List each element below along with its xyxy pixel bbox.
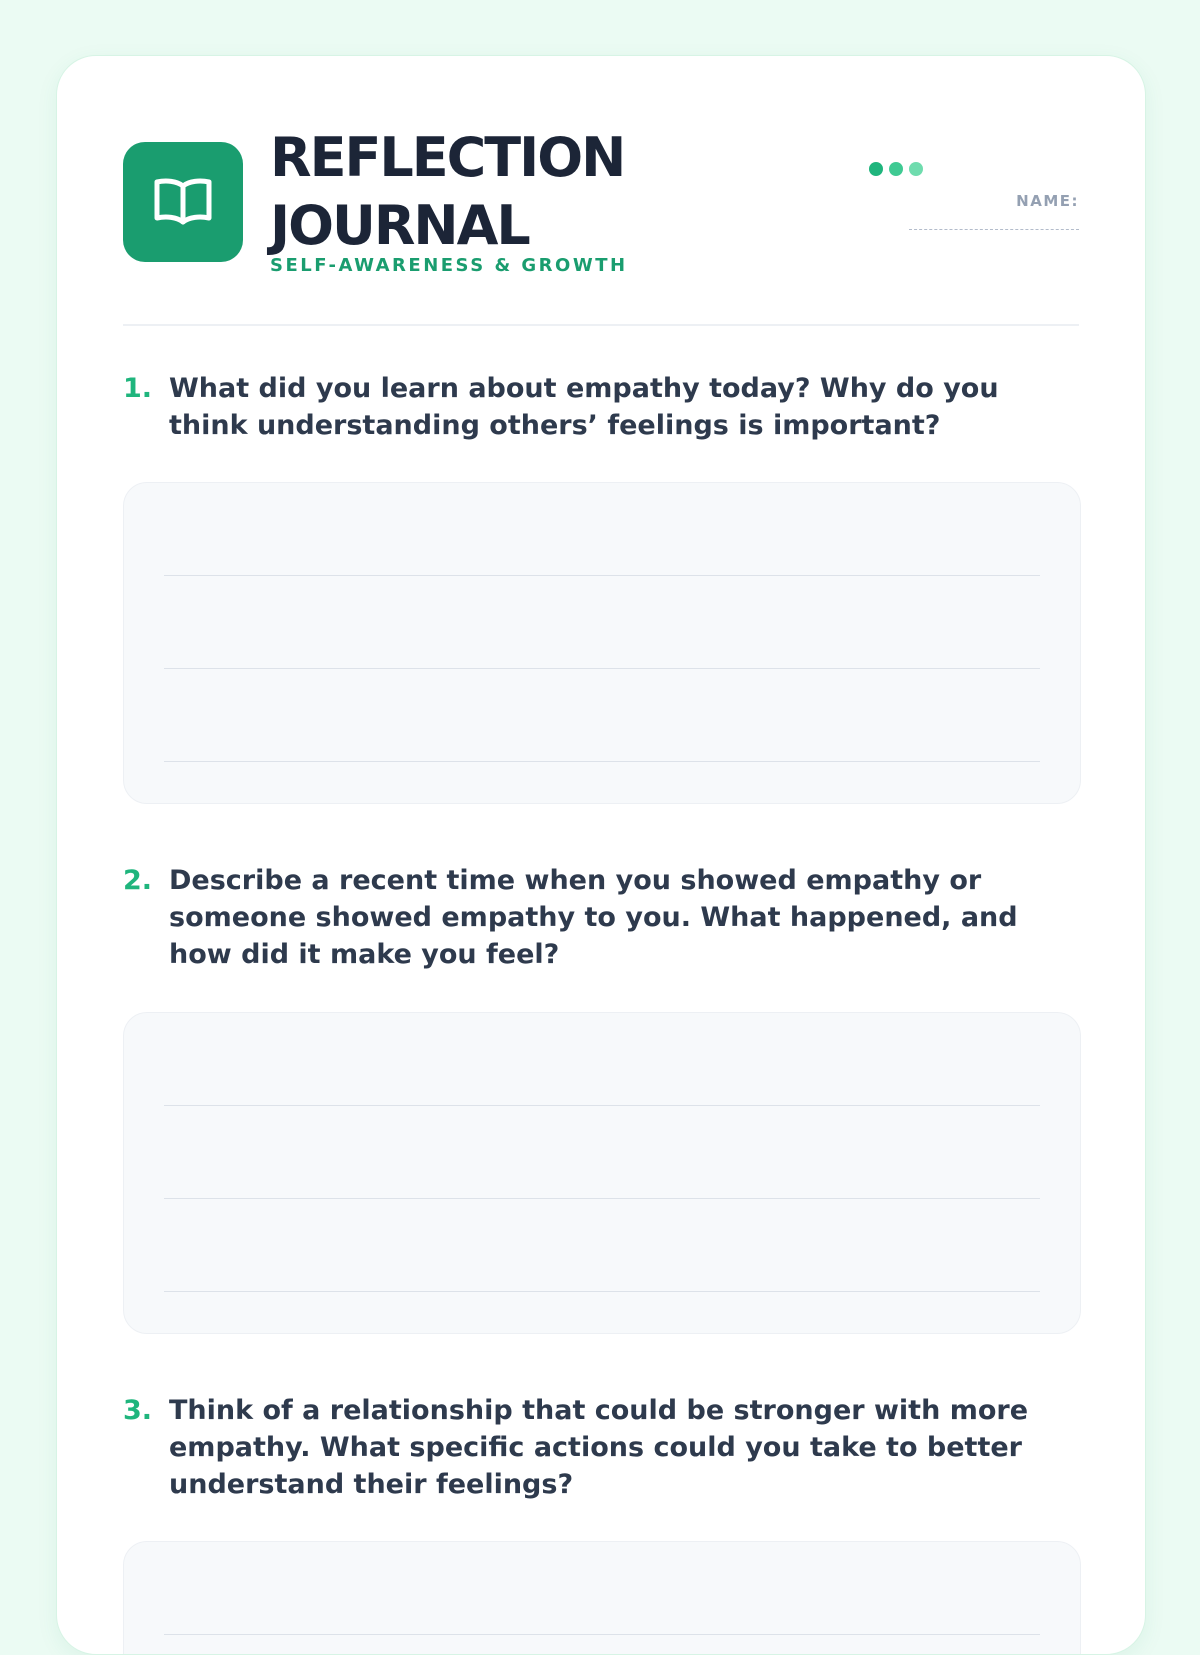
- title-line-2: JOURNAL: [270, 194, 529, 257]
- page-subtitle: SELF-AWARENESS & GROWTH: [270, 255, 628, 276]
- dot-1: [869, 162, 883, 176]
- answer-line: [164, 1105, 1040, 1106]
- question-number: 3.: [123, 1395, 153, 1426]
- answer-box-3[interactable]: [123, 1541, 1081, 1655]
- name-field[interactable]: [909, 229, 1079, 230]
- header-divider: [123, 324, 1079, 326]
- open-book-icon: [151, 170, 215, 234]
- worksheet-card: [56, 55, 1146, 1655]
- page-title: [270, 124, 624, 260]
- answer-box-2[interactable]: [123, 1012, 1081, 1334]
- answer-box-1[interactable]: [123, 482, 1081, 804]
- question-text: What did you learn about empathy today? Why do you think understanding others’ feelings is important?: [169, 373, 999, 441]
- question-1: [123, 370, 1079, 444]
- question-number: 1.: [123, 373, 153, 404]
- logo: [123, 142, 243, 262]
- answer-line: [164, 1291, 1040, 1292]
- question-2: [123, 862, 1079, 973]
- answer-line: [164, 1198, 1040, 1199]
- dot-2: [889, 162, 903, 176]
- dot-3: [909, 162, 923, 176]
- question-text: Think of a relationship that could be stronger with more empathy. What specific actions could you take to better understand their feelings?: [169, 1395, 1029, 1500]
- decorative-dots: [869, 162, 923, 176]
- answer-line: [164, 668, 1040, 669]
- question-text: Describe a recent time when you showed empathy or someone showed empathy to you. What happened, and how did it make you feel?: [169, 865, 1018, 970]
- answer-line: [164, 761, 1040, 762]
- answer-line: [164, 1634, 1040, 1635]
- answer-line: [164, 575, 1040, 576]
- question-number: 2.: [123, 865, 153, 896]
- question-3: [123, 1392, 1079, 1503]
- name-label: NAME:: [1016, 192, 1079, 210]
- title-line-1: REFLECTION: [270, 126, 625, 189]
